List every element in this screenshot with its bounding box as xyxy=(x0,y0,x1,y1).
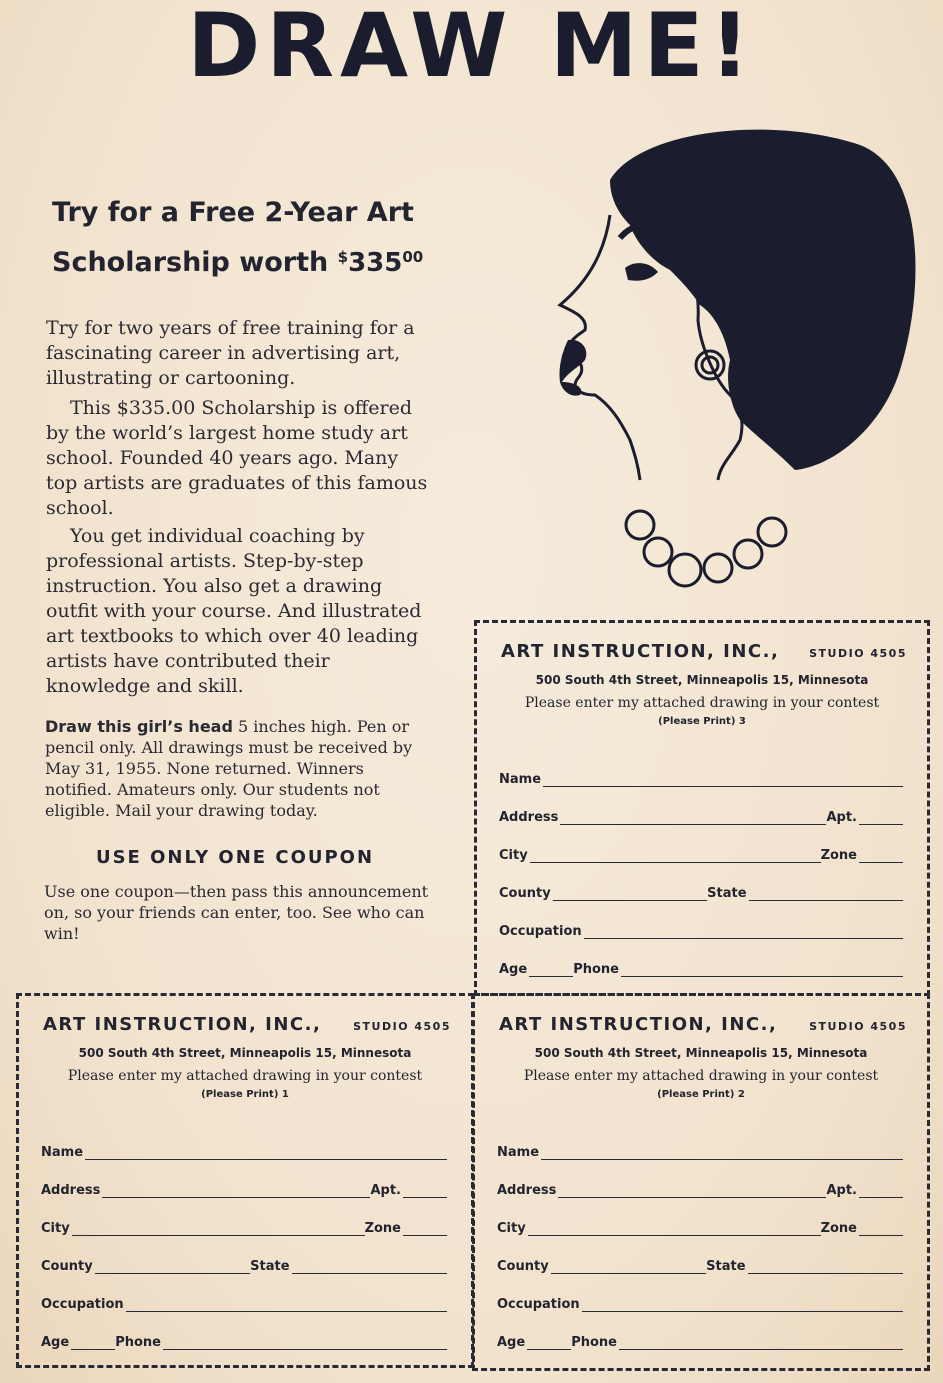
address-field[interactable]: Address Apt. xyxy=(497,1180,903,1198)
girl-head-illustration xyxy=(540,120,930,600)
coupon-header xyxy=(43,1014,451,1035)
age-phone-field[interactable]: Age Phone xyxy=(499,959,903,977)
coupon-address: 500 South 4th Street, Minneapolis 15, Minnesota xyxy=(78,1046,412,1060)
coupon-request: Please enter my attached drawing in your contest xyxy=(67,1068,423,1084)
coupon-print-note: (Please Print) 2 xyxy=(657,1089,745,1100)
age-phone-field[interactable]: Age Phone xyxy=(497,1332,903,1350)
coupon-company: ART INSTRUCTION, INC., xyxy=(501,641,780,662)
city-field[interactable]: City Zone xyxy=(499,845,903,863)
coupon-header xyxy=(501,641,907,662)
coupon-request: Please enter my attached drawing in your contest xyxy=(524,695,880,711)
address-field[interactable]: Address Apt. xyxy=(499,807,903,825)
coupon-2 xyxy=(472,993,930,1371)
occupation-field[interactable]: Occupation xyxy=(41,1294,447,1312)
occupation-field[interactable]: Occupation xyxy=(499,921,903,939)
coupon-studio: STUDIO 4505 xyxy=(353,1020,451,1033)
body-paragraph-2: This $335.00 Scholarship is offered by the world’s largest home study art school. Founded 40 years ago. Many top artists are graduates of this famous school. xyxy=(46,397,428,519)
name-field[interactable]: Name xyxy=(497,1142,903,1160)
name-field[interactable]: Name xyxy=(41,1142,447,1160)
hair-shape xyxy=(610,130,915,470)
coupon-studio: STUDIO 4505 xyxy=(809,1020,907,1033)
rules-text: 5 inches high. Pen or pencil only. All drawings must be received by May 31, 1955. None returned. Winners notified. Amateurs only. Our students not eligible. Mail your drawing today. xyxy=(45,717,413,820)
coupon-address: 500 South 4th Street, Minneapolis 15, Minnesota xyxy=(534,1046,868,1060)
name-field[interactable]: Name xyxy=(499,769,903,787)
city-field[interactable]: City Zone xyxy=(497,1218,903,1236)
rules-lead: Draw this girl’s head xyxy=(45,717,233,736)
subhead-line-1: Try for a Free 2-Year Art xyxy=(52,197,414,228)
occupation-field[interactable]: Occupation xyxy=(497,1294,903,1312)
address-field[interactable]: Address Apt. xyxy=(41,1180,447,1198)
coupon-studio: STUDIO 4505 xyxy=(809,647,907,660)
coupon-print-note: (Please Print) 1 xyxy=(201,1089,289,1100)
subhead-line-2-prefix: Scholarship worth xyxy=(52,247,338,278)
coupon-1 xyxy=(16,993,474,1368)
eye xyxy=(625,263,658,281)
coupon-3 xyxy=(474,620,930,996)
subhead-amount: 335 xyxy=(348,248,403,278)
age-phone-field[interactable]: Age Phone xyxy=(41,1332,447,1350)
county-field[interactable]: County State xyxy=(41,1256,447,1274)
share-text: Use one coupon—then pass this announcement on, so your friends can enter, too. See who can win! xyxy=(44,882,429,943)
coupon-print-note: (Please Print) 3 xyxy=(658,716,746,727)
coupon-company: ART INSTRUCTION, INC., xyxy=(43,1014,322,1035)
coupon-warning: USE ONLY ONE COUPON xyxy=(95,847,375,868)
necklace xyxy=(626,511,786,586)
body-paragraph-3: You get individual coaching by professional artists. Step-by-step instruction. You also get a drawing outfit with your course. And illustrated art textbooks to which over 40 leading artists have contributed their knowledge and skill. xyxy=(46,525,422,697)
scholarship-subhead xyxy=(52,190,452,286)
county-field[interactable]: County State xyxy=(497,1256,903,1274)
coupon-company: ART INSTRUCTION, INC., xyxy=(499,1014,778,1035)
city-field[interactable]: City Zone xyxy=(41,1218,447,1236)
coupon-address: 500 South 4th Street, Minneapolis 15, Minnesota xyxy=(535,673,869,687)
coupon-request: Please enter my attached drawing in your contest xyxy=(523,1068,879,1084)
coupon-header xyxy=(499,1014,907,1035)
subhead-cents: 00 xyxy=(402,248,424,266)
body-paragraph-1: Try for two years of free training for a fascinating career in advertising art, illustrating or cartooning. xyxy=(46,317,415,389)
contest-rules xyxy=(45,716,433,821)
county-field[interactable]: County State xyxy=(499,883,903,901)
headline: DRAW ME! xyxy=(187,0,756,97)
subhead-currency: $ xyxy=(337,248,349,266)
